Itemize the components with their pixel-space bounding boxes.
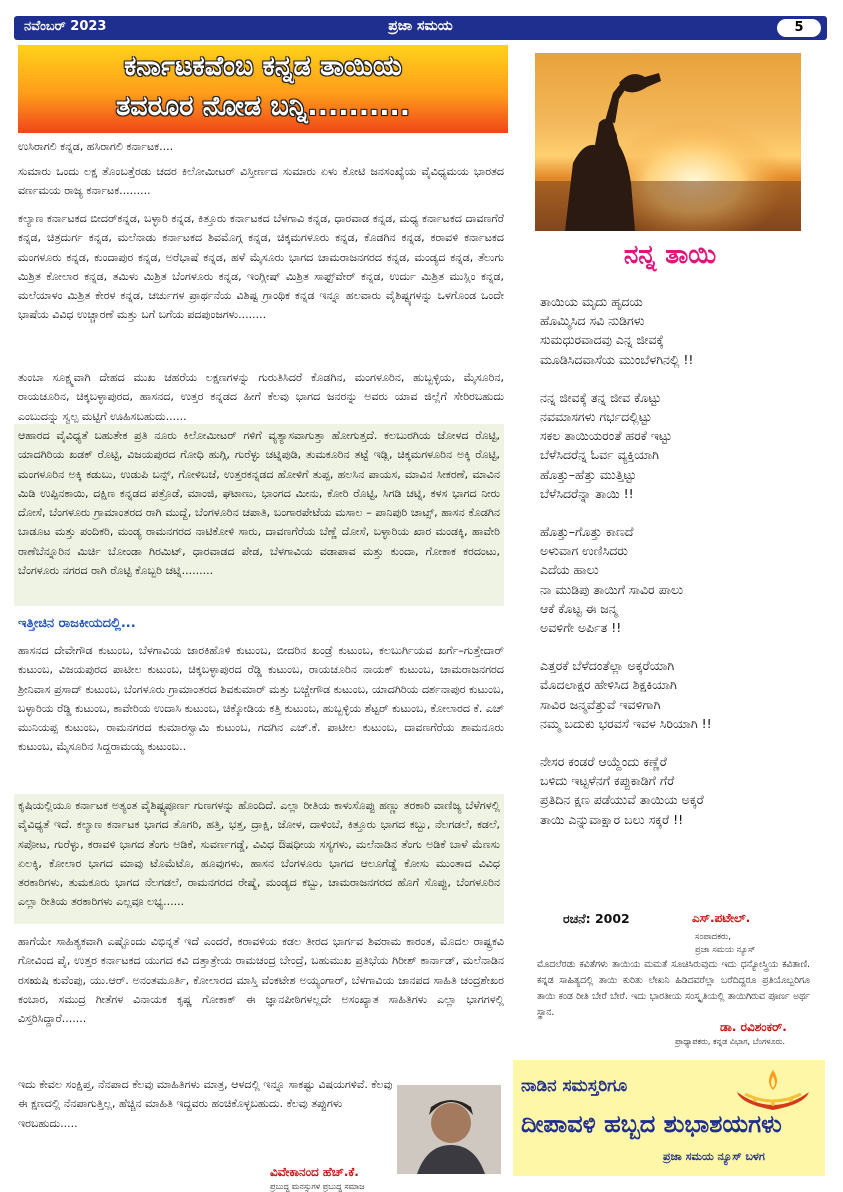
- poet-role-line-1: ಸಂಪಾದಕರು,: [695, 932, 731, 942]
- newspaper-name: ಪ್ರಜಾ ಸಮಯ: [388, 18, 453, 34]
- poem-stanza: ನನ್ನ ಜೀವಕ್ಕೆ ತನ್ನ ಜೀವ ಕೊಟ್ಟು ನವಮಾಸಗಳು ಗರ್ಭದಲ್ಲಿಟ್ಟು ಸಕಲ ತಾಯಿಯರಂತೆ ಹರಕೆ ಇಟ್ಟು ಬೆಳೆಸಿದರೆನ್ನ ಓರ್ವ ವ್ಯಕ್ತಿಯಾಗಿ ಹೊತ್ತು–ಹೆತ್ತು ಮುತ್ತಿಟ್ಟು ಬೆಳೆಸಿದರೆನ್ನಾ ತಾಯಿ !!: [540, 389, 672, 501]
- agriculture-text: ಕೃಷಿಯಲ್ಲಿಯೂ ಕರ್ನಾಟಕ ಅತ್ಯಂತ ವೈಶಿಷ್ಟ್ಯಪೂರ್ಣ ಗುಣಗಳನ್ನು ಹೊಂದಿದೆ. ಎಲ್ಲಾ ರೀತಿಯ ಕಾಳುಸೊಪ್ಪು ಹಣ್ಣು ತರಕಾರಿ ವಾಣಿಜ್ಯ ಬೆಳೆಗಳಲ್ಲಿ ವೈವಿಧ್ಯತೆ ಇದೆ. ಕಲ್ಯಾಣ ಕರ್ನಾಟಕ ಭಾಗದ ತೊಗರಿ, ಹತ್ತಿ, ಭತ್ತ, ದ್ರಾಕ್ಷಿ, ಜೋಳ, ದಾಳಿಂಬೆ, ಕಿತ್ತೂರು ಭಾಗದ ಕಬ್ಬು, ನೆಲಗಡಲೆ, ಕಡಲೆ, ಸಪೋಟ, ಗುರೆಳ್ಳು, ಕರಾವಳಿ ಭಾಗದ ತೆಂಗು ಅಡಿಕೆ, ಸುವರ್ಣಗಡ್ಡೆ, ವಿವಿಧ ಔಷಧೀಯ ಸಸ್ಯಗಳು, ಮಲೆನಾಡಿನ ತೆಂಗು ಅಡಿಕೆ ಬಾಳೆ ಮೆಣಸು ಏಲಕ್ಕಿ, ಕೋಲಾರ ಭಾಗದ ಮಾವು ಟೊಮೆಟೊ, ಹೂವುಗಳು, ಹಾಸನ ಬೆಂಗಳೂರು ಭಾಗದ ಆಲೂಗೆಡ್ಡೆ ಕೋಸು ಮುಂತಾದ ವಿವಿಧ ತರಕಾರಿಗಳು, ತುಮಕೂರು ಭಾಗದ ನೆಲಗಡಲೆ, ರಾಮನಗರದ ರೇಷ್ಮೆ, ಮಂಡ್ಯದ ಕಬ್ಬು, ಚಾಮರಾಜನಗರದ ಹೊಗೆ ಸೊಪ್ಪು, ಬೆಂಗಳೂರಿನ ಎಲ್ಲಾ ರೀತಿಯ ತರಕಾರಿಗಳು ಎಲ್ಲವೂ ಲಭ್ಯ......: [18, 799, 500, 909]
- greeting-line-2: ದೀಪಾವಳಿ ಹಬ್ಬದ ಶುಭಾಶಯಗಳು: [521, 1110, 782, 1138]
- politics-text: ಹಾಸನದ ದೇವೇಗೌಡ ಕುಟುಂಬ, ಬೆಳಗಾವಿಯ ಜಾರಕಿಹೊಳಿ ಕುಟುಂಬ, ಬೀದರಿನ ಖಂಡ್ರೆ ಕುಟುಂಬ, ಕಲಬುರ್ಗಿಯವ ಖರ್ಗೆ–ಗುತ್ತೇದಾರ್ ಕುಟುಂಬ, ವಿಜಯಪುರದ ಪಾಟೀಲ ಕುಟುಂಬ, ಚಿಕ್ಕಬಳ್ಳಾಪುರದ ರೆಡ್ಡಿ ಕುಟುಂಬ, ರಾಯಚೂರಿನ ನಾಯಕ್ ಕುಟುಂಬ, ಚಾಮರಾಜನಗರದ ಶ್ರೀನಿವಾಸ ಪ್ರಸಾದ್ ಕುಟುಂಬ, ಬೆಂಗಳೂರು ಗ್ರಾಮಾಂತರದ ಶಿವಕುಮಾರ್ ಮತ್ತು ಬಚ್ಚೇಗೌಡ ಕುಟುಂಬ, ಯಾದಗಿರಿಯ ದರ್ಶನಾಪುರ ಕುಟುಂಬ, ಬಳ್ಳಾರಿಯ ರೆಡ್ಡಿ ಕುಟುಂಬ, ಕಾವೇರಿಯ ಉದಾಸಿ ಕುಟುಂಬ, ಚಿಕ್ಕೋಡಿಯ ಕತ್ತಿ ಕುಟುಂಬ, ಹುಬ್ಬಳ್ಳಿಯ ಶೆಟ್ಟರ್ ಕುಟುಂಬ, ಕೋಲಾರದ ಕೆ. ಎಚ್ ಮುನಿಯಪ್ಪ ಕುಟುಂಬ, ರಾಮನಗರದ ಕುಮಾರಸ್ವಾಮಿ ಕುಟುಂಬ, ಗದಗಿನ ಎಚ್.ಕೆ. ಪಾಟೀಲ ಕುಟುಂಬ, ದಾವಣಗೆರೆಯ ಶಾಮನೂರು ಕುಟುಂಬ, ಮೈಸೂರಿನ ಸಿದ್ದರಾಮಯ್ಯ ಕುಟುಂಬ..: [18, 644, 504, 754]
- poem-year: ರಚನೆ: 2002: [563, 911, 630, 926]
- page-number: 5: [777, 19, 821, 37]
- greeting-line-1: ನಾಡಿನ ಸಮಸ್ತರಿಗೂ: [521, 1076, 628, 1096]
- banner-line-2: ತವರೂರ ನೋಡ ಬನ್ನಿ..........: [115, 91, 411, 122]
- poem-stanza: ತಾಯಿಯ ಮೃದು ಹೃದಯ ಹೊಮ್ಮಿಸಿದ ಸವಿ ನುಡಿಗಳು ಸುಮಧುರವಾದವು ಎನ್ನ ಜೀವಕ್ಕೆ ಮೂಡಿಸಿದವಾಸೆಯ ಮುಂಬೆಳಗಿನಲ್ಲಿ !!: [540, 294, 694, 367]
- article-para-4: ತುಂಬಾ ಸೂಕ್ಷ್ಮವಾಗಿ ದೇಹದ ಮುಖ ಚಹರೆಯ ಲಕ್ಷಣಗಳನ್ನು ಗುರುತಿಸಿದರೆ ಕೊಡಗಿನ, ಮಂಗಳೂರಿನ, ಹುಬ್ಬಳ್ಳಿಯ, ಮೈಸೂರಿನ, ರಾಯಚೂರಿನ, ಚಿಕ್ಕಬಳ್ಳಾಪುರದ, ಹಾಸನದ, ಉತ್ತರ ಕನ್ನಡದ ಹೀಗೆ ಕೆಲವು ಭಾಗದ ಜನರನ್ನು ಅವರು ಯಾವ ಜಿಲ್ಲೆಗೆ ಸೇರಿರಬಹುದು ಎಂಬುದನ್ನು ಸ್ವಲ್ಪ ಮಟ್ಟಿಗೆ ಊಹಿಸಬಹುದು......: [18, 371, 504, 423]
- literature-text: ಹಾಗೆಯೇ ಸಾಹಿತ್ಯಕವಾಗಿ ಎಷ್ಟೊಂದು ವಿಭಿನ್ನತೆ ಇದೆ ಎಂದರೆ, ಕರಾವಳಿಯ ಕಡಲ ತೀರದ ಭಾರ್ಗವ ಶಿವರಾಮ ಕಾರಂತ, ಮೊದಲ ರಾಷ್ಟ್ರಕವಿ ಗೋವಿಂದ ಪೈ, ಉತ್ತರ ಕರ್ನಾಟಕದ ಯುಗದ ಕವಿ ದತ್ತಾತ್ರೇಯ ರಾಮಚಂದ್ರ ಬೇಂದ್ರೆ, ಬಹುಮುಖ ಪ್ರತಿಭೆಯ ಗಿರೀಶ್ ಕಾರ್ನಾಡ್, ಮಲೆನಾಡಿನ ರಸಋಷಿ ಕುವೆಂಪು, ಯು.ಆರ್. ಅನಂತಮೂರ್ತಿ, ಕೋಲಾರದ ಮಾಸ್ತಿ ವೆಂಕಟೇಶ ಅಯ್ಯಂಗಾರ್, ಬೆಳಗಾವಿಯ ಜಾನಪದ ಸಾಹಿತಿ ಚಂದ್ರಶೇಖರ ಕಂಬಾರ, ಸಮುದ್ರ ಗೀತೆಗಳ ವಿನಾಯಕ ಕೃಷ್ಣ ಗೋಕಾಕ್ ಈ ಜ್ಞಾನಪೀಠಿಗಳಲ್ಲದೇ ಅಸಂಖ್ಯಾತ ಸಾಹಿತಿಗಳು ಎಲ್ಲಾ ಭಾಗಗಳಲ್ಲಿ ವಿಸ್ತರಿಸಿದ್ದಾರೆ.......: [18, 935, 504, 1026]
- diya-lamp-icon: [731, 1068, 815, 1118]
- poet-role: [695, 931, 755, 957]
- greeting-line-3: ಪ್ರಜಾ ಸಮಯ ನ್ಯೂಸ್ ಬಳಗ: [663, 1150, 765, 1163]
- banner-line-1: ಕರ್ನಾಟಕವೆಂಬ ಕನ್ನಡ ತಾಯಿಯ: [124, 51, 402, 82]
- issue-month: ನವೆಂಬರ್ 2023: [24, 19, 107, 34]
- poem-stanza: ಎತ್ತರಕೆ ಬೆಳೆದಂತೆಲ್ಲಾ ಅಕ್ಕರೆಯಾಗಿ ಮೊದಲಾಕ್ಷರ ಹೇಳಿಸಿದ ಶಿಕ್ಷಕಿಯಾಗಿ ಸಾವಿರ ಜನ್ಮವೆತ್ತುವೆ ಇವಳಿಗಾಗಿ ನಮ್ಮ ಬದುಕು ಭರವಸೆ ಇವಳ ಸಿರಿಯಾಗಿ !!: [540, 658, 712, 731]
- poem-title: ನನ್ನ ತಾಯಿ: [623, 240, 717, 270]
- article-para-2: ಸುಮಾರು ಒಂದು ಲಕ್ಷ ತೊಂಬತ್ತೆರಡು ಚದರ ಕಿಲೋಮೀಟರ್ ವಿಸ್ತೀರ್ಣದ ಸುಮಾರು ಏಳು ಕೋಟಿ ಜನಸಂಖ್ಯೆಯ ವೈವಿಧ್ಯಮಯ ಭಾರತದ ವರ್ಣಮಯ ರಾಜ್ಯ ಕರ್ನಾಟಕ.........: [18, 165, 504, 198]
- food-text: ಆಹಾರದ ವೈವಿಧ್ಯತೆ ಬಹುತೇಕ ಪ್ರತಿ ನೂರು ಕಿಲೋಮೀಟರ್ ಗಳಿಗೆ ವ್ಯತ್ಯಾಸವಾಗುತ್ತಾ ಹೋಗುತ್ತದೆ. ಕಲಬುರಗಿಯ ಜೋಳದ ರೊಟ್ಟಿ, ಯಾದಗಿರಿಯ ಖಡಕ್ ರೊಟ್ಟಿ, ವಿಜಯಪುರದ ಗೋಧಿ ಹುಗ್ಗಿ, ಗುರೆಳ್ಳು ಚಟ್ನಿಪುಡಿ, ತುಮಕೂರಿನ ತಟ್ಟೆ ಇಡ್ಲಿ, ಚಿಕ್ಕಮಗಳೂರಿನ ಅಕ್ಕಿ ರೊಟ್ಟಿ, ಮಂಗಳೂರಿನ ಅಕ್ಕಿ ಕಡುಬು, ಉಡುಪಿ ಬನ್ಸ್, ಗೋಳಿಬಜೆ, ಉತ್ತರಕನ್ನಡದ ಹೋಳಿಗೆ ತುಪ್ಪ, ಹಲಸಿನ ಪಾಯಸ, ಮಾವಿನ ಸೀಕರಣೆ, ಮಾವಿನ ಮಿಡಿ ಉಪ್ಪಿನಕಾಯಿ, ದಕ್ಷಿಣ ಕನ್ನಡದ ಪತ್ರೊಡೆ, ಮಾಂಜಿ, ಘಟಾಣು, ಭಾಂಗದ ಮೀನು, ಕೋರಿ ರೊಟ್ಟಿ, ಸಿಗಡಿ ಚಟ್ನಿ, ಕಳಸ ಭಾಗದ ನೀರು ದೋಸೆ, ಬೆಂಗಳೂರು ಗ್ರಾಮಾಂತರದ ರಾಗಿ ಮುದ್ದೆ, ಬೆಂಗಳೂರಿನ ಚಪಾತಿ, ಬಂಗಾರಪೇಟೆಯ ಮಸಾಲ – ಪಾನಿಪುರಿ ಚಾಟ್ಸ್, ಹಾಸನ ಕೊಡಗಿನ ಬಾಡೂಟ ಮತ್ತು ಪಂದಿಕರಿ, ಮಂಡ್ಯ ರಾಮನಗರದ ನಾಟಿಕೋಳಿ ಸಾರು, ದಾವಣಗೆರೆಯ ಬೆಣ್ಣೆ ದೋಸೆ, ಬಳ್ಳಾರಿಯ ಖಾರ ಮಂಡಕ್ಕಿ, ಹಾವೇರಿ ರಾಣೆಬೆನ್ನೂರಿನ ಮಿರ್ಚಿ ಬೋಂಡಾ ಗಿರಮಿಟ್, ಧಾರವಾಡದ ಪೇಡ, ಬೆಳಗಾವಿಯ ವಡಾಪಾವ ಮತ್ತು ಕುಂದಾ, ಗೋಕಾಕ ಕರದಂಟು, ಬೆಂಗಳೂರು ನಗರದ ರಾಗಿ ರೊಟ್ಟಿ ಕೊಬ್ಬರಿ ಚಟ್ನಿ.........: [18, 429, 500, 578]
- poem-stanza: ನೇಸರ ಕಂಡರೆ ಆಯ್ದೆಂದು ಕಣ್ಣೆರೆ ಬಳಿದು ಇಟ್ಟಳೆನಗೆ ಕಪ್ಪುಕಾಡಿಗೆ ಗೆರೆ ಪ್ರತಿದಿನ ಕ್ಷಣ ಪಡೆಯುವೆ ತಾಯಿಯ ಅಕ್ಕರೆ ತಾಯಿ ಎನ್ನುವಾಕ್ಷಾರ ಬಲು ಸಕ್ಕರೆ !!: [540, 754, 704, 827]
- article-banner: [18, 45, 508, 133]
- agriculture-section: [14, 794, 504, 924]
- politics-heading: ಇತ್ತೀಚಿನ ರಾಜಕೀಯದಲ್ಲಿ...: [18, 616, 136, 631]
- critic-role: ಪ್ರಾಧ್ಯಾಪಕರು, ಕನ್ನಡ ವಿಭಾಗ, ಬೆಂಗಳೂರು.: [675, 1037, 786, 1046]
- food-section: [14, 424, 504, 606]
- critic-signature: ಡಾ. ರವಿಶಂಕರ್.: [720, 1020, 787, 1034]
- author-photo: [397, 1085, 501, 1174]
- author-tagline: ಪ್ರಬುದ್ಧ ಮನಸ್ಸುಗಳ ಪ್ರಬುದ್ಧ ಸಮಾಜ: [270, 1182, 365, 1191]
- page-header-bar: [14, 16, 827, 40]
- critic-note: ಮೊದಲೆರಡು ಕವಿತೆಗಳು ತಾಯಿಯ ಮಮತೆ ಸೂಚಿಸಿರುವುದು ಇದು ಧನ್ಯೋಸ್ತ್ರಿಯ ಕವಿತಾಣಿ. ಕನ್ನಡ ಸಾಹಿತ್ಯದಲ್ಲಿ ತಾಯಿ ಕುರಿತು ಲೇಖನಿ ಹಿಡಿದವರೆಲ್ಲಾ ಬರೆದಿದ್ದರೂ ಪ್ರತಿಯೊಬ್ಬರಿಗೂ ತಾಯಿ ಕಂಡ ರೀತಿ ಬೇರೆ ಬೇರೆ. ಇದು ಭಾರತೀಯ ಸಂಸ್ಕೃತಿಯಲ್ಲಿ ತಾಯಿಗಿರುವ ಪೂರ್ಣ ಅರ್ಥ ಸ್ಥಾನ.: [537, 959, 810, 1018]
- article-para-3: ಕಲ್ಯಾಣ ಕರ್ನಾಟಕದ ಬೀದರ್‌ಕನ್ನಡ, ಬಳ್ಳಾರಿ ಕನ್ನಡ, ಕಿತ್ತೂರು ಕರ್ನಾಟಕದ ಬೆಳಗಾವಿ ಕನ್ನಡ, ಧಾರವಾಡ ಕನ್ನಡ, ಮಧ್ಯ ಕರ್ನಾಟಕದ ದಾವಣಗೆರೆ ಕನ್ನಡ, ಚಿತ್ರದುರ್ಗ ಕನ್ನಡ, ಮಲೆನಾಡು ಕರ್ನಾಟಕದ ಶಿವಮೊಗ್ಗ ಕನ್ನಡ, ಚಿಕ್ಕಮಗಳೂರು ಕನ್ನಡ, ಕೊಡಗಿನ ಕನ್ನಡ, ಕರಾವಳಿ ಕರ್ನಾಟಕದ ಮಂಗಳೂರು ಕನ್ನಡ, ಕುಂದಾಪುರ ಕನ್ನಡ, ಅರೆಭಾಷೆ ಕನ್ನಡ, ಹಳೆ ಮೈಸೂರು ಭಾಗದ ಚಾಮರಾಜನಗರದ ಕನ್ನಡ, ಮಂಡ್ಯದ ಕನ್ನಡ, ತೆಲುಗು ಮಿಶ್ರಿತ ಕೋಲಾರ ಕನ್ನಡ, ತಮಿಳು ಮಿಶ್ರಿತ ಬೆಂಗಳೂರು ಕನ್ನಡ, ಇಂಗ್ಲೀಷ್ ಮಿಶ್ರಿತ ಸಾಫ್ಟ್‌ವೇರ್ ಕನ್ನಡ, ಉರ್ದು ಮಿಶ್ರಿತ ಮುಸ್ಲಿಂ ಕನ್ನಡ, ಮಲೆಯಾಳಂ ಮಿಶ್ರಿತ ಕೇರಳ ಕನ್ನಡ, ಚರ್ಚುಗಳ ಪ್ರಾರ್ಥನೆಯ ವಿಶಿಷ್ಟ ಗ್ರಾಂಥಿಕ ಕನ್ನಡ ಇನ್ನೂ ಹಲವಾರು ವೈಶಿಷ್ಟ್ಯಗಳನ್ನು ಒಳಗೊಂಡ ಒಂದೇ ಭಾಷೆಯ ವಿವಿಧ ಉಚ್ಚಾರಣೆ ಮತ್ತು ಬಗೆ ಬಗೆಯ ಪದಪುಂಜಗಳು........: [18, 212, 504, 322]
- mother-child-photo: [535, 53, 801, 231]
- author-signature: ವಿವೇಕಾನಂದ ಹೆಚ್.ಕೆ.: [270, 1165, 359, 1179]
- article-intro: ಉಸಿರಾಗಲಿ ಕನ್ನಡ, ಹಸಿರಾಗಲಿ ಕರ್ನಾಟಕ....: [18, 140, 174, 153]
- poem-body: [540, 292, 810, 848]
- poet-signature: ಎಸ್.ಪಟೇಲ್.: [692, 911, 751, 925]
- poem-stanza: ಹೊತ್ತು–ಗೊತ್ತು ಕಾಣದೆ ಅಳುವಾಗ ಉಣಿಸಿದರು ಎದೆಯ ಹಾಲು ನಾ ಮುಡಿಪು ತಾಯಿಗೆ ಸಾವಿರ ಪಾಲು ಆಕೆ ಕೊಟ್ಟ ಈ ಜನ್ಮ ಅವಳಿಗೇ ಅರ್ಪಿತ !!: [540, 524, 684, 636]
- poet-role-line-2: ಪ್ರಜಾ ಸಮಯ ನ್ಯೂಸ್: [695, 945, 756, 955]
- deepavali-greeting: [513, 1060, 825, 1176]
- closing-text: ಇದು ಕೇವಲ ಸಂಕ್ಷಿಪ್ತ, ನೆನಪಾದ ಕೆಲವು ಮಾಹಿತಿಗಳು ಮಾತ್ರ, ಆಳದಲ್ಲಿ ಇನ್ನೂ ಸಾಕಷ್ಟು ವಿಷಯಗಳಿವೆ. ಕೆಲವು ಈ ಕ್ಷಣದಲ್ಲಿ ನೆನಪಾಗುತ್ತಿಲ್ಲ, ಹೆಚ್ಚಿನ ಮಾಹಿತಿ ಇದ್ದವರು ಹಂಚಿಕೊಳ್ಳಬಹುದು. ಕೆಲವು ತಪ್ಪುಗಳು ಇರಬಹುದು.....: [18, 1078, 393, 1130]
